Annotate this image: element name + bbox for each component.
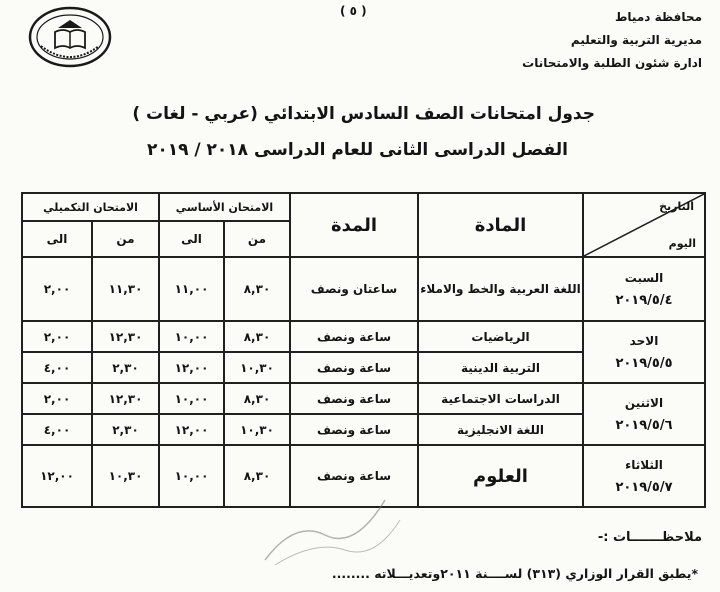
date-cell — [583, 321, 705, 383]
ministerial-decree-note: *يطبق القرار الوزاري (٣١٣) لســــنة ٢٠١١وتعديـــلاته ........ — [331, 566, 698, 581]
duration-cell: ساعة ونصف — [290, 383, 418, 414]
supp-to-cell: ٢,٠٠ — [22, 383, 92, 414]
date-cell — [583, 445, 705, 507]
subject-cell: العلوم — [418, 445, 583, 507]
supplementary-exam-header: الامتحان التكميلي — [22, 193, 159, 221]
table-row — [22, 321, 705, 352]
basic-to-cell: ١٠,٠٠ — [159, 383, 224, 414]
day-name: الاحد — [629, 333, 659, 348]
signature-mark-icon — [255, 480, 405, 570]
supp-to-cell: ٢,٠٠ — [22, 321, 92, 352]
ministry-logo-icon — [27, 6, 113, 68]
subject-header: المادة — [418, 193, 583, 257]
basic-to-cell: ١٠,٠٠ — [159, 321, 224, 352]
page-number: ( ٥ ) — [340, 4, 367, 18]
exam-date: ٢٠١٩/٥/٧ — [615, 479, 673, 495]
supp-to-header: الى — [22, 221, 92, 257]
date-day-header — [583, 193, 705, 257]
notes-label: ملاحظـــــــات :- — [597, 530, 702, 545]
basic-from-cell: ٨,٣٠ — [224, 445, 290, 507]
day-header: اليوم — [668, 237, 696, 250]
table-row — [22, 383, 705, 414]
basic-to-cell: ١٢,٠٠ — [159, 352, 224, 383]
duration-cell: ساعة ونصف — [290, 352, 418, 383]
duration-cell: ساعة ونصف — [290, 445, 418, 507]
semester-subtitle: الفصل الدراسى الثانى للعام الدراسى ٢٠١٨ / ٢٠١٩ — [146, 140, 568, 160]
supp-from-cell: ١٢,٣٠ — [92, 383, 159, 414]
basic-from-cell: ٨,٣٠ — [224, 257, 290, 321]
supp-to-cell: ٤,٠٠ — [22, 352, 92, 383]
supp-to-cell: ١٢,٠٠ — [22, 445, 92, 507]
supp-from-cell: ١١,٣٠ — [92, 257, 159, 321]
basic-from-cell: ٨,٣٠ — [224, 321, 290, 352]
subject-cell: التربية الدينية — [418, 352, 583, 383]
subject-cell: اللغة العربية والخط والاملاء — [418, 257, 583, 321]
exam-date: ٢٠١٩/٥/٤ — [615, 292, 673, 308]
schedule-title: جدول امتحانات الصف السادس الابتدائي (عربي - لغات ) — [132, 104, 595, 124]
day-name: الثلاثاء — [625, 457, 663, 472]
duration-header: المدة — [290, 193, 418, 257]
basic-from-cell: ١٠,٣٠ — [224, 414, 290, 445]
supp-from-header: من — [92, 221, 159, 257]
exam-date: ٢٠١٩/٥/٥ — [615, 355, 673, 371]
date-header: التاريخ — [659, 200, 694, 213]
supp-from-cell: ١٢,٣٠ — [92, 321, 159, 352]
basic-to-header: الى — [159, 221, 224, 257]
duration-cell: ساعة ونصف — [290, 321, 418, 352]
basic-to-cell: ١٢,٠٠ — [159, 414, 224, 445]
date-cell — [583, 257, 705, 321]
duration-cell: ساعة ونصف — [290, 414, 418, 445]
supp-to-cell: ٤,٠٠ — [22, 414, 92, 445]
supp-to-cell: ٢,٠٠ — [22, 257, 92, 321]
subject-cell: اللغة الانجليزية — [418, 414, 583, 445]
basic-from-cell: ١٠,٣٠ — [224, 352, 290, 383]
supp-from-cell: ٢,٣٠ — [92, 352, 159, 383]
subject-cell: الدراسات الاجتماعية — [418, 383, 583, 414]
basic-from-header: من — [224, 221, 290, 257]
day-name: الاثنين — [624, 395, 664, 410]
subject-cell: الرياضيات — [418, 321, 583, 352]
basic-to-cell: ١١,٠٠ — [159, 257, 224, 321]
basic-exam-header: الامتحان الأساسي — [159, 193, 290, 221]
exam-schedule-table — [21, 192, 706, 508]
duration-cell: ساعتان ونصف — [290, 257, 418, 321]
exam-date: ٢٠١٩/٥/٦ — [615, 417, 673, 433]
date-cell — [583, 383, 705, 445]
supp-from-cell: ٢,٣٠ — [92, 414, 159, 445]
administration-label: ادارة شئون الطلبة والامتحانات — [522, 56, 702, 70]
governorate-label: محافظة دمياط — [614, 10, 702, 24]
table-row — [22, 257, 705, 321]
basic-from-cell: ٨,٣٠ — [224, 383, 290, 414]
day-name: السبت — [624, 270, 664, 285]
directorate-label: مديرية التربية والتعليم — [570, 33, 702, 47]
basic-to-cell: ١٠,٠٠ — [159, 445, 224, 507]
supp-from-cell: ١٠,٣٠ — [92, 445, 159, 507]
